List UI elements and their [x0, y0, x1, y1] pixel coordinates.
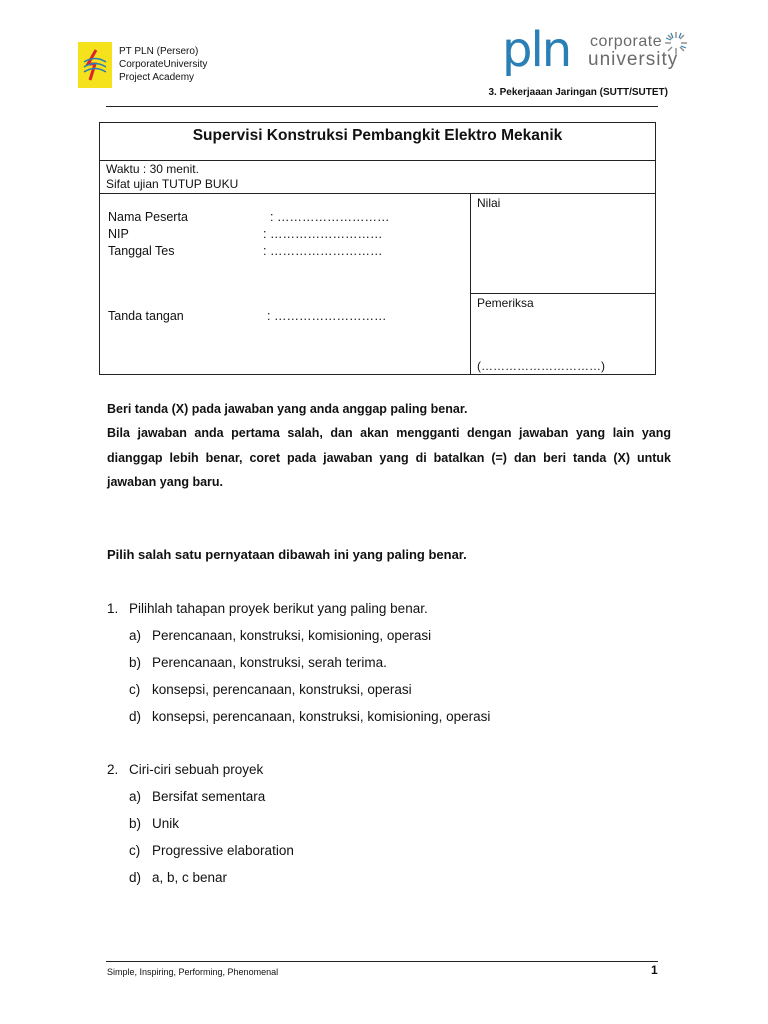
instruction-line-2: Bila jawaban anda pertama salah, dan akan mengganti dengan jawaban yang lain yang dianggap lebih benar, coret pada jawaban yang di batalkan (=) dan beri tanda (X) untuk jawaban yang baru.	[107, 426, 671, 489]
question-number: 2.	[107, 762, 119, 777]
org-line: Project Academy	[119, 72, 195, 83]
nip-field[interactable]: : ………………………	[263, 227, 383, 241]
exam-form	[99, 122, 656, 375]
test-date-field[interactable]: : ………………………	[263, 244, 383, 258]
corporate-university-logo	[502, 22, 692, 80]
option-text[interactable]: a, b, c benar	[152, 870, 228, 885]
footer-divider	[106, 961, 658, 962]
option-text[interactable]: Bersifat sementara	[152, 789, 266, 804]
pln-logo	[78, 42, 112, 88]
footer-tagline: Simple, Inspiring, Performing, Phenomenal	[107, 967, 279, 977]
grading-column	[470, 193, 656, 374]
participant-name-label: Nama Peserta	[108, 210, 188, 224]
question-number: 1.	[107, 601, 119, 616]
test-date-label: Tanggal Tes	[108, 244, 175, 258]
duration-text: Waktu : 30 menit.	[106, 162, 199, 176]
option-letter[interactable]: b)	[129, 816, 142, 831]
examiner-label: Pemeriksa	[477, 296, 534, 310]
signature-label: Tanda tangan	[108, 309, 184, 323]
option-text[interactable]: konsepsi, perencanaan, konstruksi, operasi	[152, 682, 412, 697]
org-line: CorporateUniversity	[119, 59, 208, 70]
instruction-line-1: Beri tanda (X) pada jawaban yang anda anggap paling benar.	[107, 402, 468, 416]
pln-lightning-icon	[78, 42, 112, 88]
module-label: 3. Pekerjaaan Jaringan (SUTT/SUTET)	[488, 87, 668, 98]
option-letter[interactable]: d)	[129, 709, 142, 724]
option-text[interactable]: Perencanaan, konstruksi, komisioning, operasi	[152, 628, 432, 643]
option-letter[interactable]: d)	[129, 870, 142, 885]
option-text[interactable]: Perencanaan, konstruksi, serah terima.	[152, 655, 387, 670]
org-line: PT PLN (Persero)	[119, 46, 199, 57]
question-text: Pilihlah tahapan proyek berikut yang paling benar.	[129, 601, 428, 616]
option-letter[interactable]: a)	[129, 628, 142, 643]
org-name	[119, 45, 207, 84]
grading-divider	[471, 293, 656, 294]
option-letter[interactable]: c)	[129, 843, 141, 858]
examiner-signature-field[interactable]: (…………………………)	[477, 359, 605, 373]
option-text[interactable]: Unik	[152, 816, 180, 831]
section-prompt: Pilih salah satu pernyataan dibawah ini yang paling benar.	[107, 547, 467, 562]
sun-icon	[663, 30, 689, 56]
page-number: 1	[651, 963, 658, 977]
question-text: Ciri-ciri sebuah proyek	[129, 762, 264, 777]
nip-label: NIP	[108, 227, 129, 241]
participant-name-field[interactable]: : ………………………	[270, 210, 390, 224]
option-text[interactable]: Progressive elaboration	[152, 843, 294, 858]
brand-corporate: corporate	[590, 33, 663, 50]
brand-pln: pln	[502, 22, 571, 78]
option-letter[interactable]: c)	[129, 682, 141, 697]
header-divider	[106, 106, 658, 107]
exam-info	[106, 162, 238, 192]
brand-university: university	[588, 49, 679, 70]
option-text[interactable]: konsepsi, perencanaan, konstruksi, komisioning, operasi	[152, 709, 491, 724]
form-title: Supervisi Konstruksi Pembangkit Elektro Mekanik	[100, 123, 655, 161]
exam-type-text: Sifat ujian TUTUP BUKU	[106, 177, 239, 191]
score-label: Nilai	[477, 196, 501, 210]
option-letter[interactable]: b)	[129, 655, 142, 670]
signature-field[interactable]: : ………………………	[267, 309, 387, 323]
option-letter[interactable]: a)	[129, 789, 142, 804]
